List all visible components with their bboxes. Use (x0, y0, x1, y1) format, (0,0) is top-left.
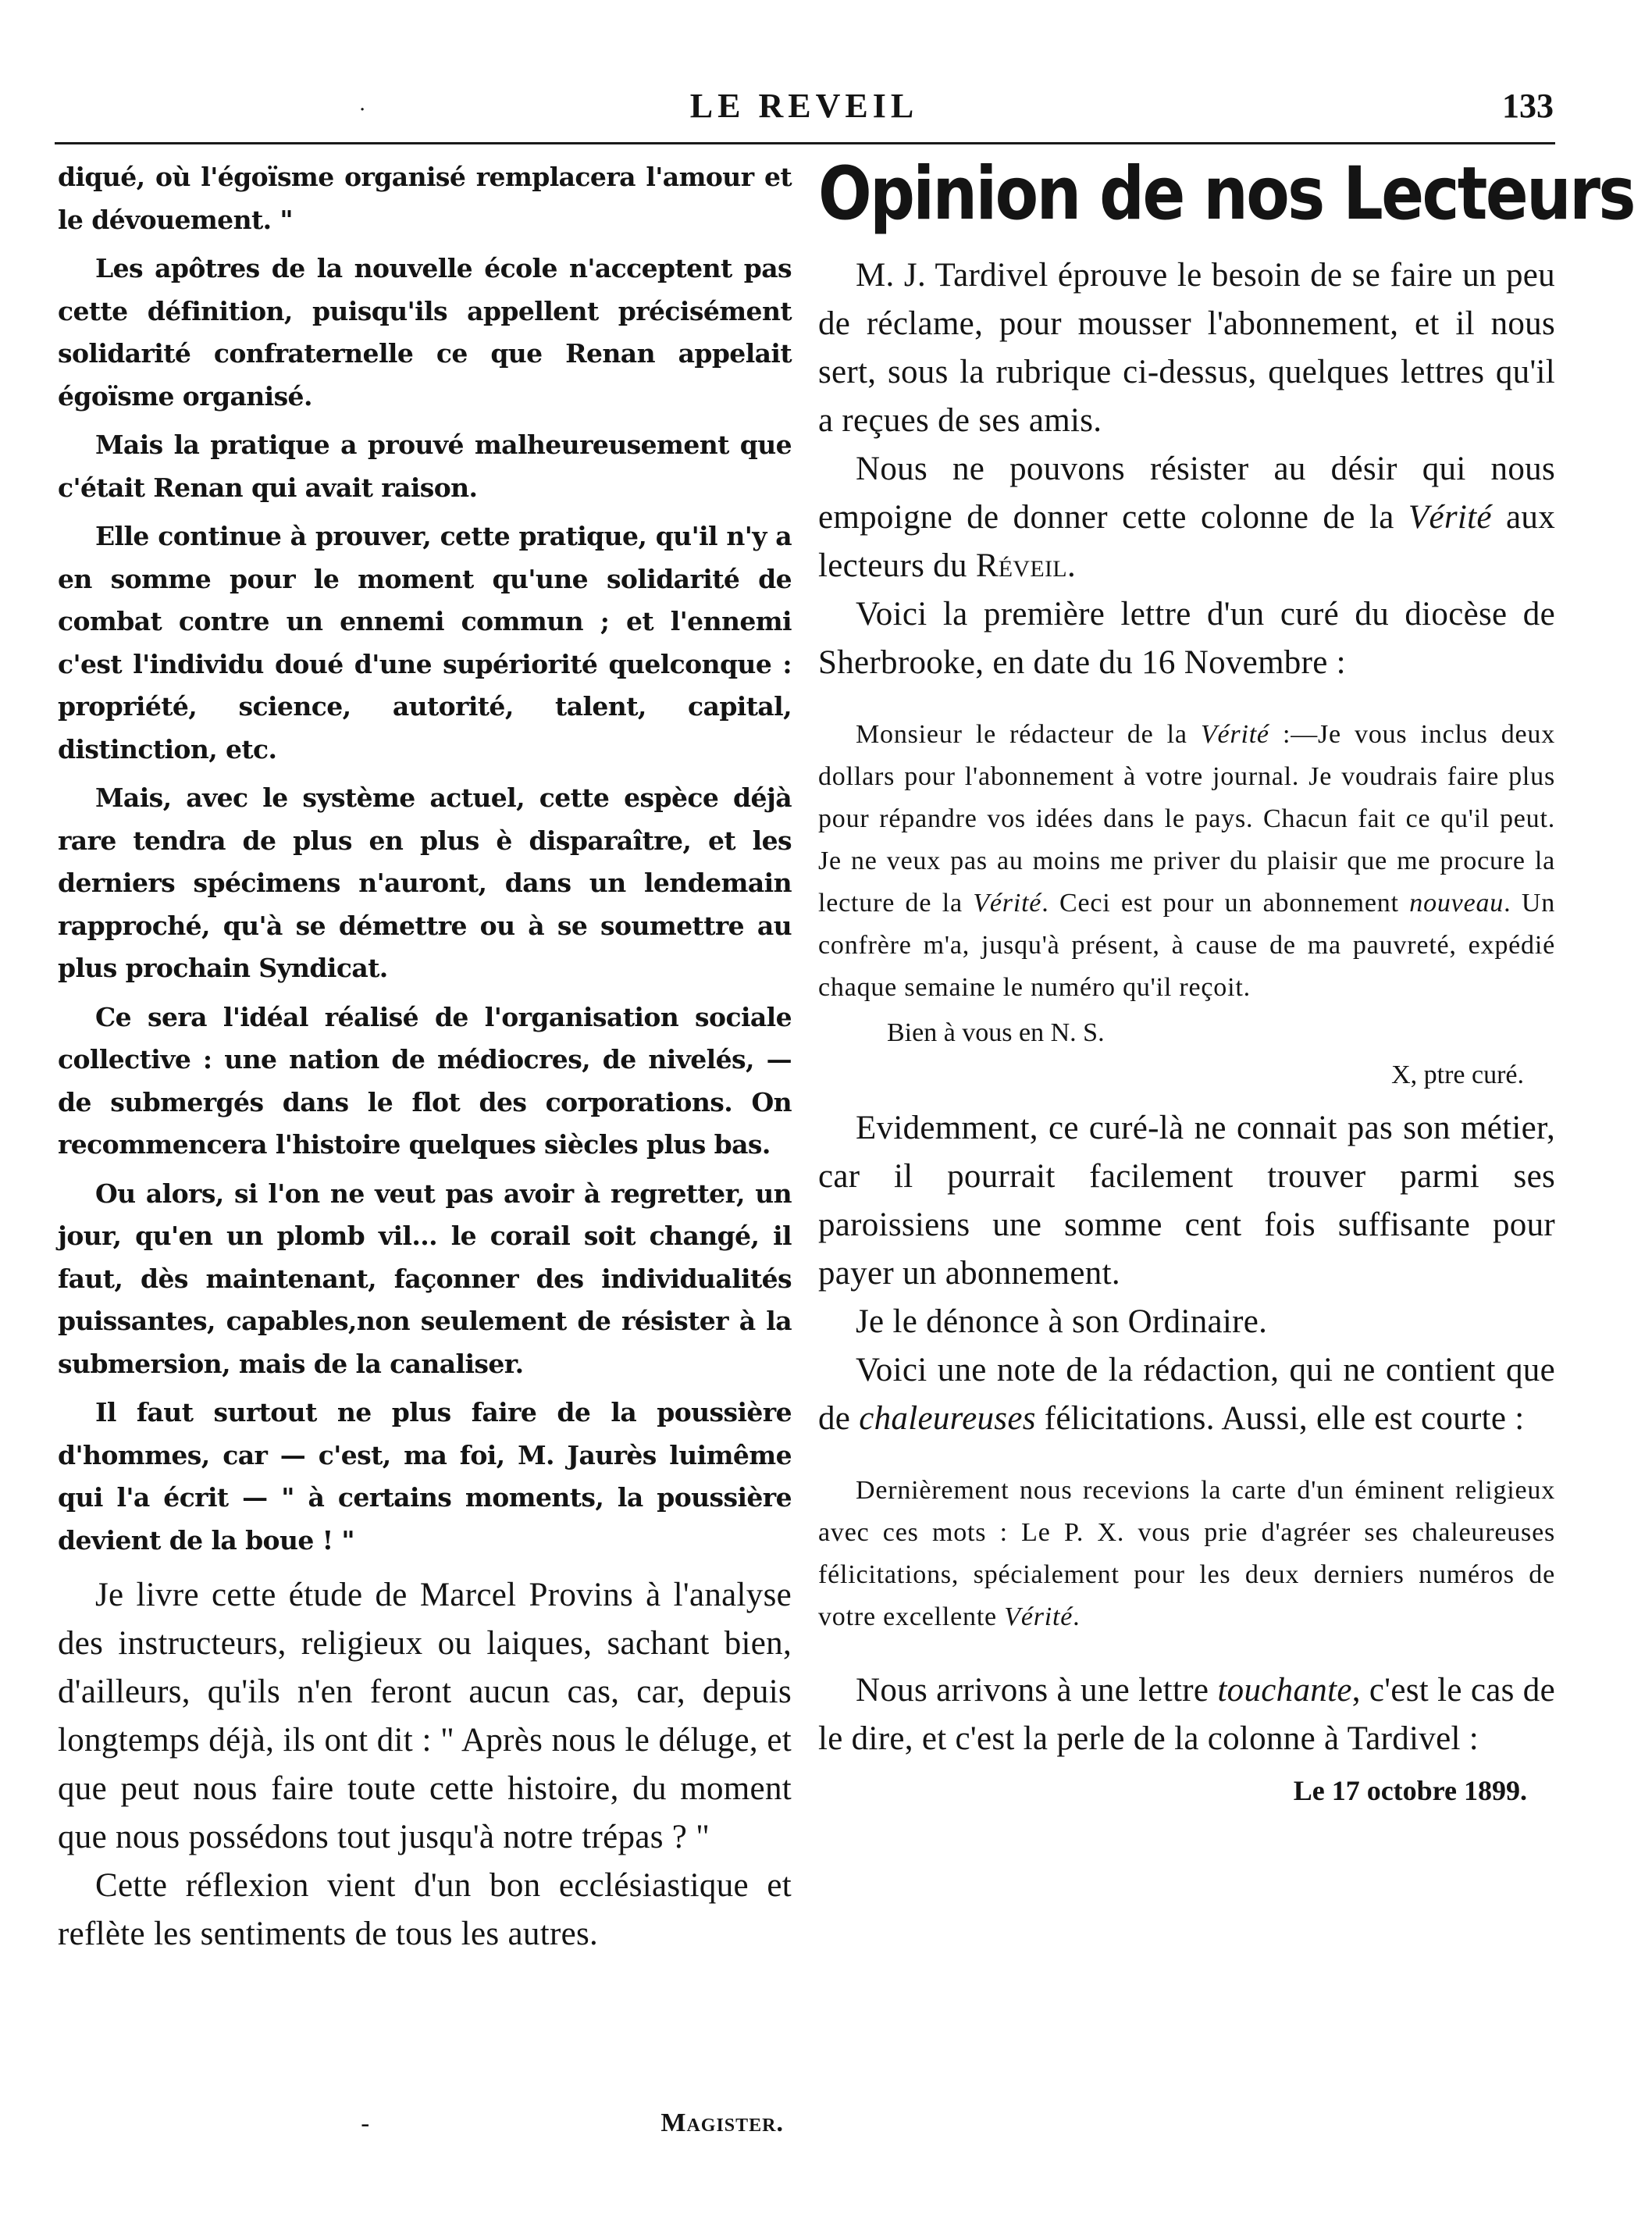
closing-paragraph: Cette réflexion vient d'un bon ecclésiastique et reflète les sentiments de tous les autres. (58, 1867, 792, 1952)
letter-dateline: Le 17 octobre 1899. (1293, 1775, 1527, 1806)
comment-paragraph: Nous arrivons à une lettre touchante, c'est le cas de le dire, et c'est la perle de la colonne à Tardivel : (818, 1672, 1555, 1757)
header-rule (55, 142, 1555, 144)
running-title: LE REVEIL (689, 87, 919, 125)
closing-paragraph: Je livre cette étude de Marcel Provins à l'analyse des instructeurs, religieux ou laiques, sachant bien, d'ailleurs, qu'ils n'en feront aucun cas, car, depuis longtemps déjà, ils ont dit : " Après nous le déluge, et que peut nous faire toute cette histoire, du moment que nous possédons tout jusqu'à notre trépas ? " (58, 1577, 792, 1855)
intro-paragraph: Nous ne pouvons résister au désir qui nous empoigne de donner cette colonne de la Vérité aux lecteurs du Réveil. (818, 451, 1555, 584)
comment-paragraph: Voici une note de la rédaction, qui ne contient que de chaleureuses félicitations. Aussi, elle est courte : (818, 1352, 1555, 1437)
signature-dot: - (361, 2108, 370, 2140)
header-dot: · (359, 98, 366, 122)
signature-line (58, 2108, 792, 2147)
intro-paragraph: M. J. Tardivel éprouve le besoin de se faire un peu de réclame, pour mousser l'abonnement, et il nous sert, sous la rubrique ci-dessus, quelques lettres qu'il a reçues de ses amis. (818, 257, 1555, 439)
comment-paragraph: Je le dénonce à son Ordinaire. (856, 1303, 1268, 1340)
quoted-letter: Monsieur le rédacteur de la Vérité :—Je vous inclus deux dollars pour l'abonnement à votre journal. Je voudrais faire plus pour répandre vos idées dans le pays. Chacun fait ce qu'il peut. Je ne veux pas au moins me priver du plaisir que me procure la lecture de la Vérité. Ceci est pour un abonnement nouveau. Un confrère m'a, jusqu'à présent, à cause de ma pauvreté, expédié chaque semaine le numéro qu'il reçoit. (818, 720, 1556, 1002)
section-headline: Opinion de nos Lecteurs (818, 151, 1634, 237)
letter-signature: X, ptre curé. (1391, 1060, 1524, 1089)
paragraph: Mais, avec le système actuel, cette espèce déjà rare tendra de plus en plus è disparaître, et les derniers spécimens n'auront, dans un lendemain rapproché, qu'à se démettre ou à se soumettre au plus prochain Syndicat. (58, 782, 792, 983)
letter-closing: Bien à vous en N. S. (887, 1018, 1105, 1047)
intro-paragraph: Voici la première lettre d'un curé du diocèse de Sherbrooke, en date du 16 Novembre : (818, 596, 1555, 681)
paragraph: Ou alors, si l'on ne veut pas avoir à regretter, un jour, qu'en un plomb vil... le corail soit changé, il faut, dès maintenant, façonner des individualités puissantes, capables,non seulement de résister à la submersion, mais de la canaliser. (58, 1178, 792, 1379)
right-column (818, 151, 1634, 1807)
author-signature: Magister. (660, 2108, 784, 2137)
paragraph: Mais la pratique a prouvé malheureusement que c'était Renan qui avait raison. (58, 429, 792, 503)
paragraph: Elle continue à prouver, cette pratique, qu'il n'y a en somme pour le moment qu'une solidarité de combat contre un ennemi commun ; et l'ennemi c'est l'individu doué d'une supériorité quelconque : propriété, science, autorité, talent, capital, distinction, etc. (58, 521, 792, 764)
paragraph: diqué, où l'égoïsme organisé remplacera l'amour et le dévouement. " (58, 162, 792, 235)
paragraph: Les apôtres de la nouvelle école n'acceptent pas cette définition, puisqu'ils appellent précisément solidarité confraternelle ce que Renan appelait égoïsme organisé. (58, 253, 792, 412)
paragraph: Il faut surtout ne plus faire de la poussière d'hommes, car — c'est, ma foi, M. Jaurès luimême qui l'a écrit — " à certains moments, la poussière devient de la boue ! " (58, 1397, 792, 1556)
page-number: 133 (1502, 87, 1554, 125)
quoted-note: Dernièrement nous recevions la carte d'un éminent religieux avec ces mots : Le P. X. vous prie d'agréer ses chaleureuses félicitations, spécialement pour les deux derniers numéros de votre excellente Vérité. (818, 1476, 1555, 1631)
comment-paragraph: Evidemment, ce curé-là ne connait pas son métier, car il pourrait facilement trouver parmi ses paroissiens une somme cent fois suffisante pour payer un abonnement. (818, 1110, 1555, 1292)
paragraph: Ce sera l'idéal réalisé de l'organisation sociale collective : une nation de médiocres, de nivelés, — de submergés dans le flot des corporations. On recommencera l'histoire quelques siècles plus bas. (58, 1001, 792, 1160)
left-column (58, 156, 792, 1958)
page-header (55, 78, 1554, 133)
